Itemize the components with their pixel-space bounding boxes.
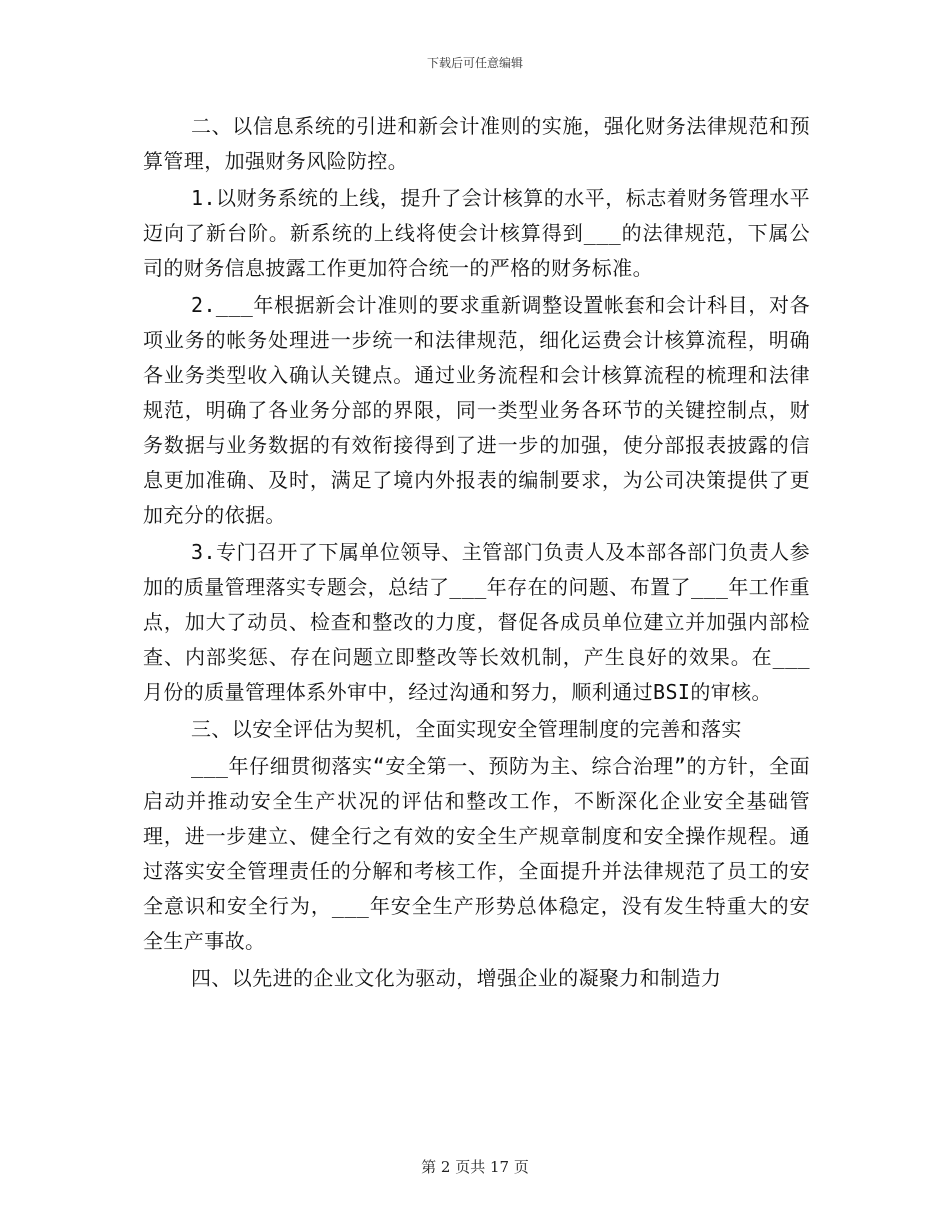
paragraph-section-two-heading: 二、以信息系统的引进和新会计准则的实施，强化财务法律规范和预算管理，加强财务风险防控。: [143, 114, 810, 173]
paragraph-item-3: 3.专门召开了下属单位领导、主管部门负责人及本部各部门负责人参加的质量管理落实专题会，总结了___年存在的问题、布置了___年工作重点，加大了动员、检查和整改的力度，督促各成员单位建立并加强内部检查、内部奖惩、存在问题立即整改等长效机制，产生良好的效果。在___月份的质量管理体系外审中，经过沟通和努力，顺利通过BSI的审核。: [143, 540, 810, 704]
paragraph-section-three-heading: 三、以安全评估为契机，全面实现安全管理制度的完善和落实: [191, 717, 742, 741]
paragraph-item-2: 2.___年根据新会计准则的要求重新调整设置帐套和会计科目，对各项业务的帐务处理进一步统一和法律规范，细化运费会计核算流程，明确各业务类型收入确认关键点。通过业务流程和会计核算流程的梳理和法律规范，明确了各业务分部的界限，同一类型业务各环节的关键控制点，财务数据与业务数据的有效衔接得到了进一步的加强，使分部报表披露的信息更加准确、及时，满足了境内外报表的编制要求，为公司决策提供了更加充分的依据。: [143, 293, 810, 527]
paragraph-safety: ___年仔细贯彻落实“安全第一、预防为主、综合治理”的方针，全面启动并推动安全生产状况的评估和整改工作，不断深化企业安全基础管理，进一步建立、健全行之有效的安全生产规章制度和安全操作规程。通过落实安全管理责任的分解和考核工作，全面提升并法律规范了员工的安全意识和安全行为，___年安全生产形势总体稳定，没有发生特重大的安全生产事故。: [143, 754, 810, 953]
paragraph-section-four-heading: 四、以先进的企业文化为驱动，增强企业的凝聚力和制造力: [191, 966, 722, 990]
header-note: 下载后可任意编辑: [426, 56, 523, 70]
page-number: 第 2 页共 17 页: [421, 1158, 529, 1176]
paragraph-item-1: 1.以财务系统的上线，提升了会计核算的水平，标志着财务管理水平迈向了新台阶。新系统的上线将使会计核算得到___的法律规范，下属公司的财务信息披露工作更加符合统一的严格的财务标准。: [143, 186, 810, 280]
document-body: [143, 109, 810, 998]
